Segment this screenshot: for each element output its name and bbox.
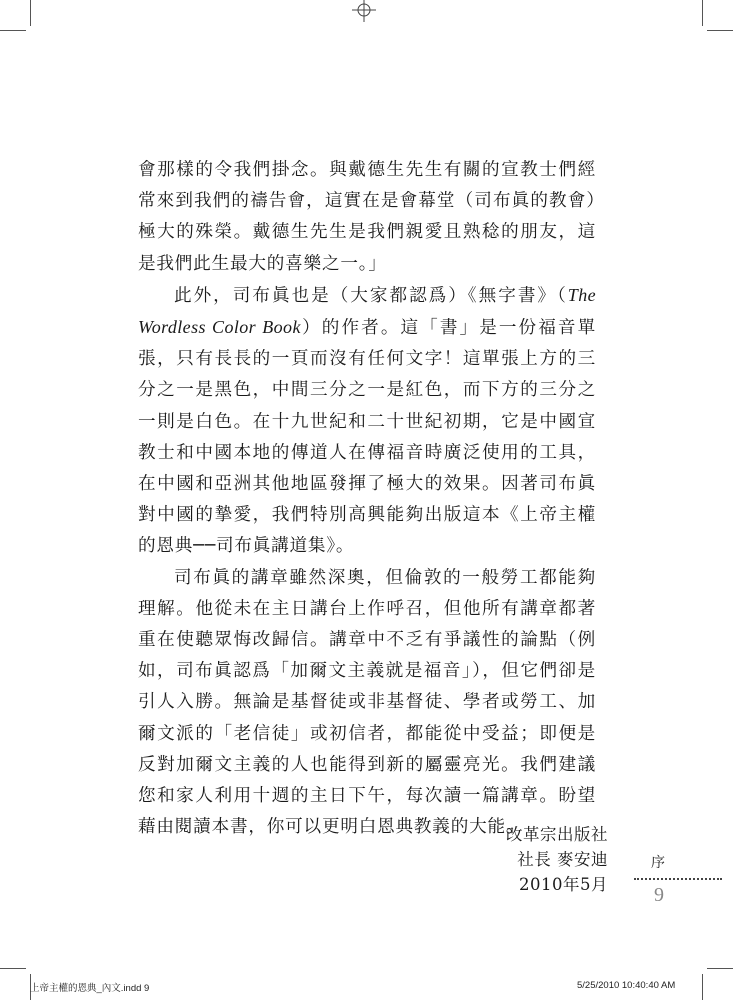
crop-mark-bottom-left-h — [0, 968, 26, 969]
crop-mark-top-right — [702, 0, 703, 26]
paragraph-2 — [138, 280, 596, 563]
crop-mark-top-left-h — [0, 30, 26, 31]
page-number: 9 — [654, 884, 664, 906]
signature-person: 社長 麥安迪 — [517, 850, 608, 869]
paragraph-2-after: ）的作者。這「書」是一份福音單張，只有長長的一頁而沒有任何文字！這單張上方的三分之一是黑色，中間三分之一是紅色，而下方的三分之一則是白色。在十九世紀和二十世紀初期，它是中國宣教士和中國本地的傳道人在傳福音時廣泛使用的工具，在中國和亞洲其他地區發揮了極大的效果。因著司布眞對中國的摯愛，我們特別高興能夠出版這本《上帝主權的恩典──司布眞講道集》。 — [138, 318, 596, 557]
dotted-rule — [634, 878, 722, 880]
crop-mark-bottom-right — [702, 974, 703, 1000]
slug-timestamp: 5/25/2010 10:40:40 AM — [577, 980, 676, 991]
crop-mark-top-right-h — [707, 30, 733, 31]
signature-block — [506, 822, 608, 897]
crop-mark-bottom-right-h — [707, 968, 733, 969]
signature-date: 2010年5月 — [519, 875, 608, 894]
body-text — [138, 155, 596, 843]
section-label: 序 — [651, 855, 665, 871]
paragraph-1: 會那樣的令我們掛念。與戴德生先生有關的宣教士們經常來到我們的禱告會，這實在是會幕堂（司布眞的教會）極大的殊榮。戴德生先生是我們親愛且熟稔的朋友，這是我們此生最大的喜樂之一。」 — [138, 160, 596, 274]
registration-mark-icon — [352, 0, 376, 22]
paragraph-2-before: 此外，司布眞也是（大家都認爲）《無字書》（ — [174, 285, 568, 306]
book-title-english: The Wordless Color Book — [138, 284, 596, 338]
crop-mark-top-left — [30, 0, 31, 26]
signature-org: 改革宗出版社 — [506, 825, 608, 844]
paragraph-3: 司布眞的講章雖然深奧，但倫敦的一般勞工都能夠理解。他從未在主日講台上作呼召，但他所有講章都著重在使聽眾悔改歸信。講章中不乏有爭議性的論點（例如，司布眞認爲「加爾文主義就是福音」），但它們卻是引人入勝。無論是基督徒或非基督徒、學者或勞工、加爾文派的「老信徒」或初信者，都能從中受益；即便是反對加爾文主義的人也能得到新的屬靈亮光。我們建議您和家人利用十週的主日下午，每次讀一篇講章。盼望藉由閱讀本書，你可以更明白恩典教義的大能。 — [138, 567, 596, 838]
slug-filename: 上帝主權的恩典_內文.indd 9 — [30, 983, 150, 994]
